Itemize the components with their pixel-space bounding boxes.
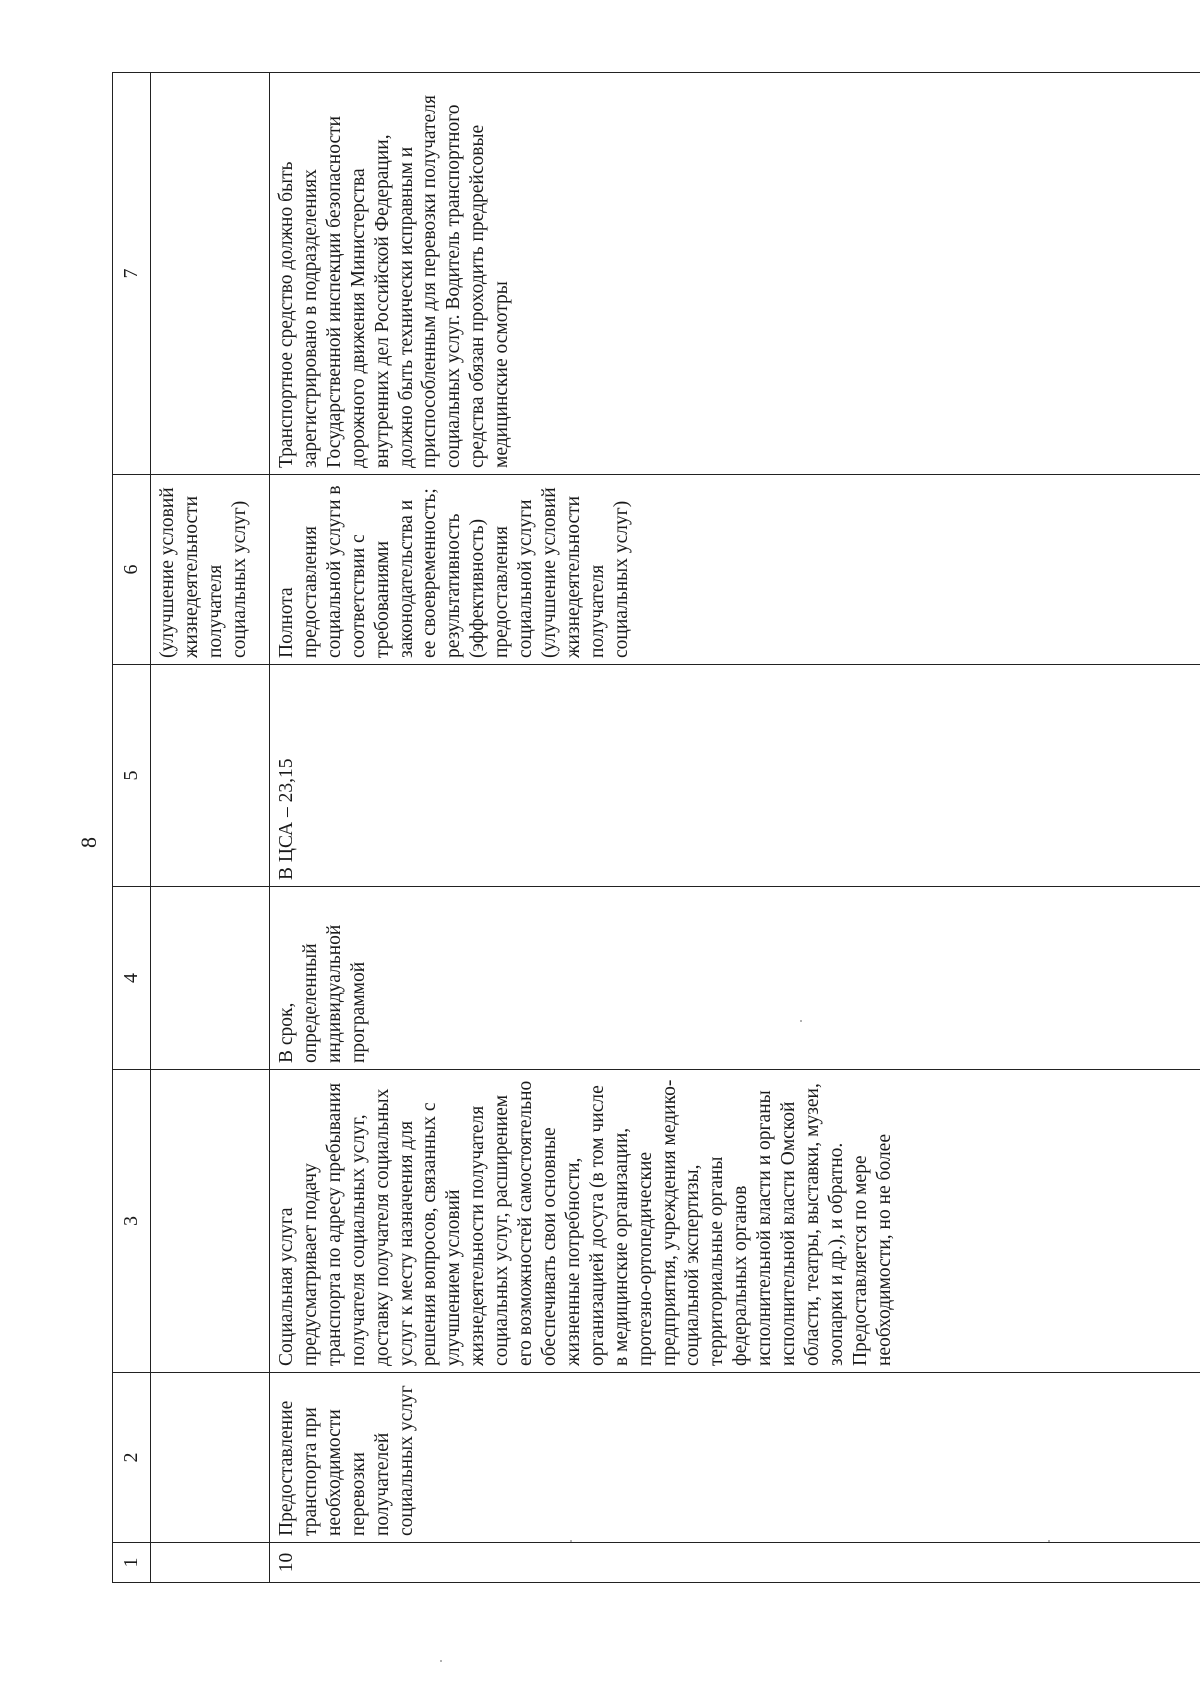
header-cell-2: 2 <box>113 1373 151 1543</box>
header-cell-7: 7 <box>113 73 151 475</box>
quality-indicators-cell: Полнота предоставления социальной услуги в соответствии с требованиями законодательства и ее своевременность; результативность (эффективность) предоставления социальной услуги (улучшение условий жизнедеятельности получателя социальных услуг) <box>270 475 1200 665</box>
service-norm-cell: В ЦСА – 23,15 <box>270 665 1200 887</box>
services-table <box>112 72 1200 1583</box>
continuation-indicators-cell: (улучшение условий жизнедеятельности получателя социальных услуг) <box>151 475 270 665</box>
continuation-cell-7 <box>151 73 270 475</box>
scan-speck <box>1048 1540 1050 1542</box>
table-row-10 <box>270 73 1200 1583</box>
continuation-cell-3 <box>151 1070 270 1373</box>
continuation-cell-4 <box>151 887 270 1070</box>
scan-speck <box>570 1540 572 1542</box>
continuation-cell-1 <box>151 1543 270 1583</box>
service-description-cell: Социальная услуга предусматривает подачу транспорта по адресу пребывания получателя социальных услуг, доставку получателя социальных услуг к месту назначения для решения вопросов, связанных с улучшением условий жизнедеятельности получателя социальных услуг, расширением его возможностей самостоятельно обеспечивать свои основные жизненные потребности, организацией досуга (в том числе в медицинские организации, протезно-ортопедические предприятия, учреждения медико-социальной экспертизы, территориальные органы федеральных органов исполнительной власти и органы исполнительной власти Омской области, театры, выставки, музеи, зоопарки и др.), и обратно. Предоставляется по мере необходимости, но не более <box>270 1070 1200 1373</box>
services-table-wrapper <box>112 73 1200 1583</box>
scan-speck <box>800 1020 802 1022</box>
continuation-cell-5 <box>151 665 270 887</box>
service-conditions-cell: Транспортное средство должно быть зарегистрировано в подразделениях Государственной инспекции безопасности дорожного движения Министерства внутренних дел Российской Федерации, должно быть технически исправным и приспособленным для перевозки получателя социальных услуг. Водитель транспортного средства обязан проходить предрейсовые медицинские осмотры <box>270 73 1200 475</box>
header-cell-1: 1 <box>113 1543 151 1583</box>
table-continuation-row <box>151 73 270 1583</box>
header-cell-3: 3 <box>113 1070 151 1373</box>
continuation-cell-2 <box>151 1373 270 1543</box>
table-header-row <box>113 73 151 1583</box>
service-name-cell: Предоставление транспорта при необходимости перевозки получателей социальных услуг <box>270 1373 1200 1543</box>
scan-speck <box>440 1660 442 1662</box>
header-cell-4: 4 <box>113 887 151 1070</box>
header-cell-5: 5 <box>113 665 151 887</box>
service-term-cell: В срок, определенный индивидуальной программой <box>270 887 1200 1070</box>
header-cell-6: 6 <box>113 475 151 665</box>
page-number: 8 <box>76 837 101 848</box>
row-number-cell: 10 <box>270 1543 1200 1583</box>
